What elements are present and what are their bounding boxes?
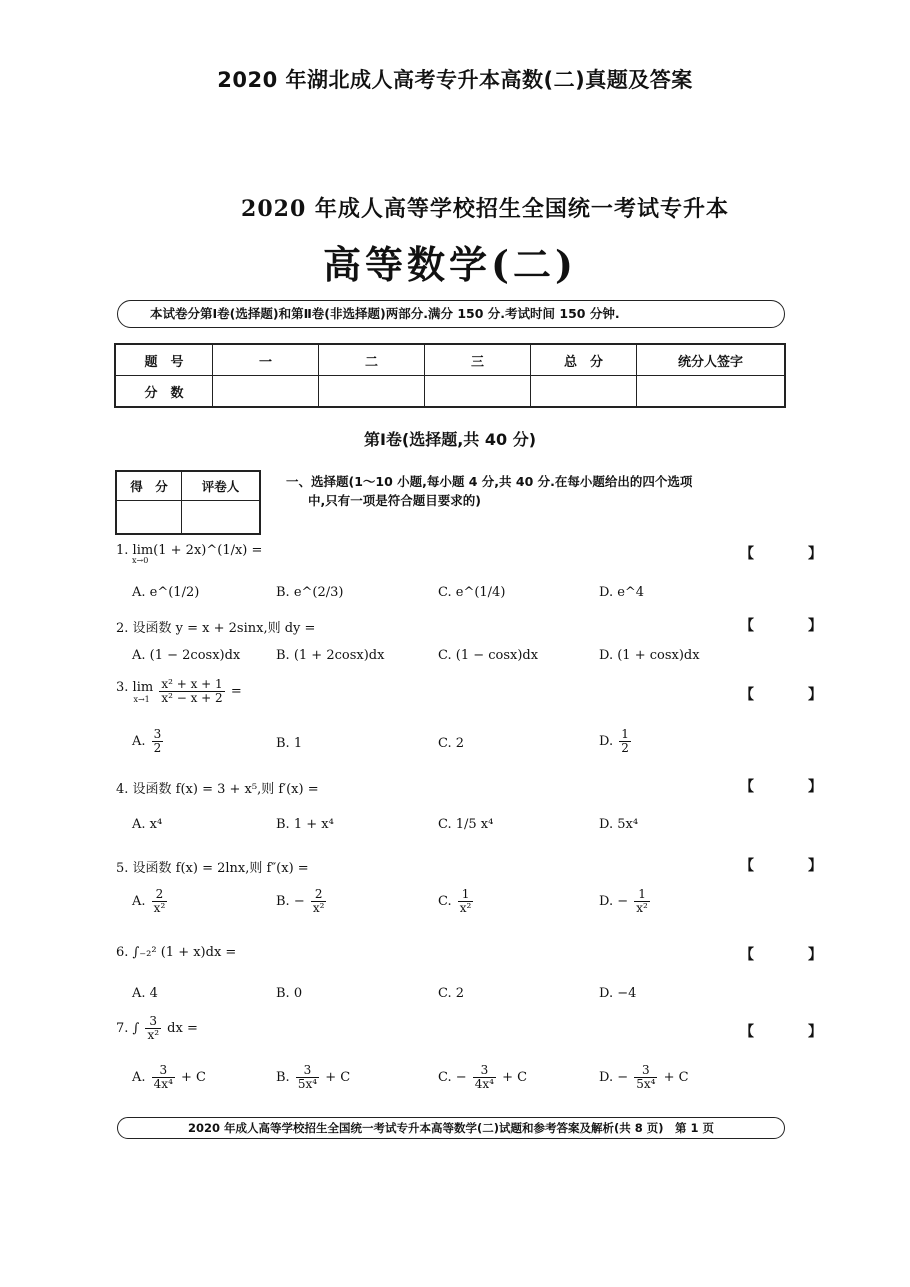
answer-bracket-3[interactable]: 【 】: [740, 687, 842, 703]
q6-option-b[interactable]: B. 0: [276, 986, 303, 1001]
part1-title: 第Ⅰ卷(选择题,共 40 分): [363, 430, 537, 449]
q3-option-a[interactable]: A. $\frac{3}{2}$: [132, 727, 162, 756]
fraction: $\frac{1}{\text{x²}}$: [459, 887, 472, 916]
fraction: $\frac{3}{\text{5x⁴}}$: [636, 1063, 656, 1092]
question-1-stem: 1. lim(1 + 2x)^(1/x) = x→0: [116, 543, 263, 565]
section-intro-line2: 中,只有一项是符合题目要求的): [308, 493, 481, 508]
question-6-stem: 6. ∫₋₂² (1 + x)dx =: [116, 945, 237, 960]
q3-option-c[interactable]: C. 2: [438, 736, 465, 751]
q5-option-c[interactable]: C. $\frac{1}{\text{x²}}$: [438, 887, 472, 916]
q3-option-d[interactable]: D. $\frac{1}{2}$: [599, 727, 629, 756]
fraction: $\frac{3}{\text{4x⁴}}$: [474, 1063, 494, 1092]
exam-title: 2020 年成人高等学校招生全国统一考试专升本: [241, 196, 729, 222]
fraction: $\frac{1}{2}$: [621, 727, 629, 756]
document-title: 2020 年湖北成人高考专升本高数(二)真题及答案: [217, 68, 693, 92]
limit-subscript: x→0: [132, 556, 149, 565]
answer-bracket-7[interactable]: 【 】: [740, 1024, 842, 1040]
q7-option-d[interactable]: D. − $\frac{3}{\text{5x⁴}}$ + C: [599, 1063, 689, 1092]
q6-option-a[interactable]: A. 4: [132, 986, 158, 1001]
grader-table: [115, 470, 261, 535]
score-table-header-row: [115, 344, 785, 376]
q2-option-d[interactable]: D. (1 + cosx)dx: [599, 648, 700, 663]
q6-option-d[interactable]: D. −4: [599, 986, 637, 1001]
fraction: $\frac{\text{x² + x + 1}}{\text{x² − x + 2}}$: [161, 677, 223, 706]
q1-option-b[interactable]: B. e^(2/3): [276, 585, 344, 600]
score-table: [114, 343, 786, 408]
score-row-label: 分 数: [115, 376, 213, 408]
fraction: $\frac{3}{\text{4x⁴}}$: [153, 1063, 173, 1092]
page-footer: 2020 年成人高等学校招生全国统一考试专升本高等数学(二)试题和参考答案及解析(共 8 页) 第 1 页: [117, 1117, 785, 1139]
section-intro: [286, 472, 786, 510]
q4-option-b[interactable]: B. 1 + x⁴: [276, 817, 334, 832]
score-value-cell[interactable]: [213, 376, 319, 408]
score-value-cell[interactable]: [637, 376, 786, 408]
q7-option-b[interactable]: B. $\frac{3}{\text{5x⁴}}$ + C: [276, 1063, 351, 1092]
answer-bracket-2[interactable]: 【 】: [740, 618, 842, 634]
answer-bracket-5[interactable]: 【 】: [740, 858, 842, 874]
score-cell-label: 题 号: [115, 344, 213, 376]
q4-option-c[interactable]: C. 1/5 x⁴: [438, 817, 494, 832]
score-value-cell[interactable]: [319, 376, 425, 408]
limit-subscript: x→1: [133, 694, 150, 704]
answer-bracket-1[interactable]: 【 】: [740, 546, 842, 562]
score-value-cell[interactable]: [425, 376, 531, 408]
q1-option-c[interactable]: C. e^(1/4): [438, 585, 506, 600]
score-value-cell[interactable]: [531, 376, 637, 408]
fraction: $\frac{3}{2}$: [153, 727, 162, 756]
subject-title: 高等数学(二): [323, 242, 577, 287]
q7-option-a[interactable]: A. $\frac{3}{\text{4x⁴}}$ + C: [132, 1063, 207, 1092]
q5-option-a[interactable]: A. $\frac{2}{\text{x²}}$: [132, 887, 166, 916]
q3-option-b[interactable]: B. 1: [276, 736, 303, 751]
score-cell-part2: 二: [319, 344, 425, 376]
q2-option-a[interactable]: A. (1 − 2cosx)dx: [132, 648, 241, 663]
q4-option-a[interactable]: A. x⁴: [132, 817, 163, 832]
q7-option-c[interactable]: C. − $\frac{3}{\text{4x⁴}}$ + C: [438, 1063, 528, 1092]
grader-score-label: 得 分: [116, 471, 182, 501]
question-3-stem: 3. lim x→1 $\frac{\text{x² + x + 1}}{\text{x² − x + 2}}$ =: [116, 677, 242, 706]
score-cell-signature: 统分人签字: [637, 344, 786, 376]
q5-option-b[interactable]: B. − $\frac{2}{\text{x²}}$: [276, 887, 325, 916]
q2-option-b[interactable]: B. (1 + 2cosx)dx: [276, 648, 385, 663]
score-cell-part1: 一: [213, 344, 319, 376]
question-4-stem: 4. 设函数 f(x) = 3 + x⁵,则 f′(x) =: [116, 782, 319, 797]
question-5-stem: 5. 设函数 f(x) = 2lnx,则 f″(x) =: [116, 861, 309, 876]
score-table-value-row: [115, 376, 785, 408]
section-intro-line1: 一、选择题(1～10 小题,每小题 4 分,共 40 分.在每小题给出的四个选项: [286, 474, 693, 489]
q1-option-d[interactable]: D. e^4: [599, 585, 645, 600]
q2-option-c[interactable]: C. (1 − cosx)dx: [438, 648, 539, 663]
question-7-stem: 7. ∫ $\frac{3}{\text{x²}}$ dx =: [116, 1014, 198, 1043]
answer-bracket-4[interactable]: 【 】: [740, 779, 842, 795]
grader-name-cell[interactable]: [182, 501, 261, 535]
exam-info-banner: 本试卷分第Ⅰ卷(选择题)和第Ⅱ卷(非选择题)两部分.满分 150 分.考试时间 150 分钟.: [117, 300, 785, 328]
grader-score-cell[interactable]: [116, 501, 182, 535]
fraction: $\frac{2}{\text{x²}}$: [312, 887, 325, 916]
grader-name-label: 评卷人: [182, 471, 261, 501]
q5-option-d[interactable]: D. − $\frac{1}{\text{x²}}$: [599, 887, 648, 916]
score-cell-total: 总 分: [531, 344, 637, 376]
fraction: $\frac{2}{\text{x²}}$: [153, 887, 166, 916]
question-2-stem: 2. 设函数 y = x + 2sinx,则 dy =: [116, 621, 316, 636]
score-cell-part3: 三: [425, 344, 531, 376]
q4-option-d[interactable]: D. 5x⁴: [599, 817, 639, 832]
fraction: $\frac{1}{\text{x²}}$: [636, 887, 648, 916]
answer-bracket-6[interactable]: 【 】: [740, 947, 842, 963]
q6-option-c[interactable]: C. 2: [438, 986, 465, 1001]
q1-option-a[interactable]: A. e^(1/2): [132, 585, 200, 600]
fraction: $\frac{3}{\text{5x⁴}}$: [297, 1063, 318, 1092]
fraction: $\frac{3}{\text{x²}}$: [147, 1014, 160, 1043]
